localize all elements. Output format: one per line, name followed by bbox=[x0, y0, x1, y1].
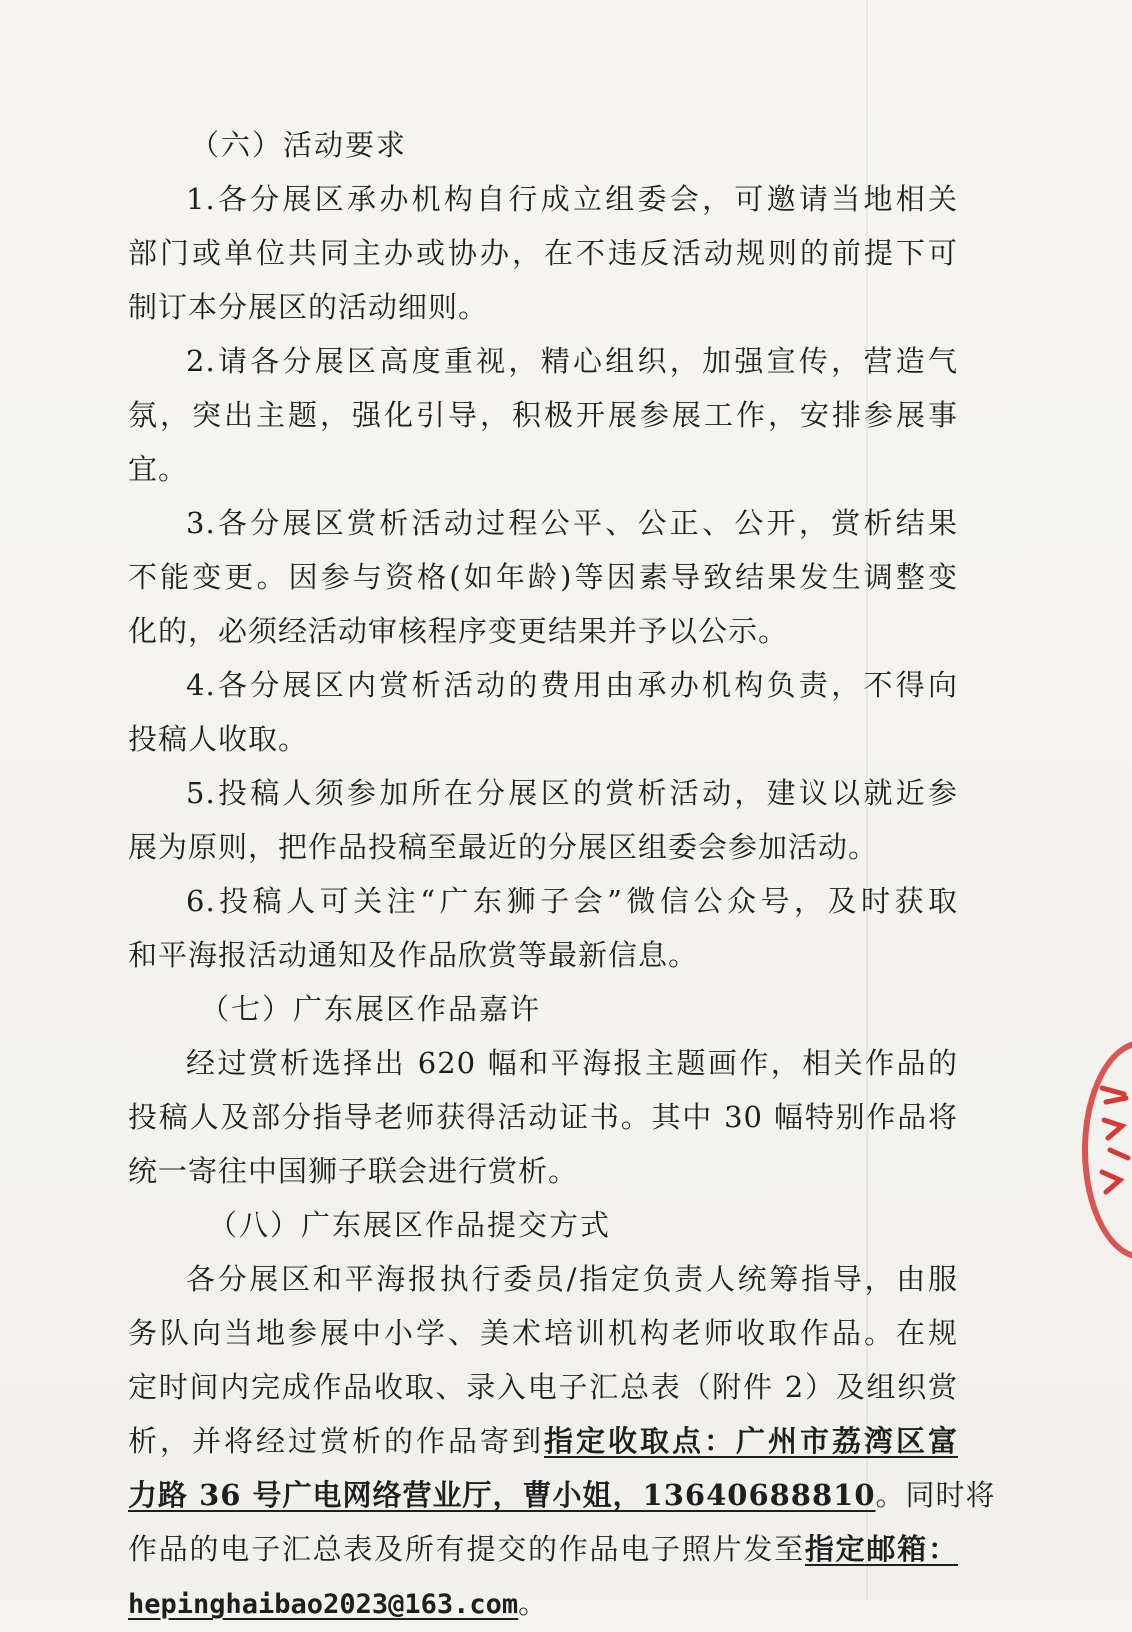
section-6-item-5 bbox=[128, 766, 958, 874]
paragraph-line: 制订本分展区的活动细则。 bbox=[128, 290, 489, 324]
collection-point-address: 指定收取点：广州市荔湾区富 bbox=[543, 1424, 958, 1458]
paragraph-line: 不能变更。因参与资格(如年龄)等因素导致结果发生调整变 bbox=[128, 560, 958, 594]
paragraph-line bbox=[128, 1414, 958, 1468]
paragraph-line: 6.投稿人可关注“广东狮子会”微信公众号，及时获取 bbox=[186, 884, 958, 918]
text-segment: 析，并将经过赏析的作品寄到 bbox=[128, 1424, 544, 1458]
paragraph-line: 定时间内完成作品收取、录入电子汇总表（附件 2）及组织赏 bbox=[128, 1370, 958, 1404]
section-6-item-2 bbox=[128, 334, 958, 496]
text-segment: 。同时将 bbox=[875, 1478, 996, 1512]
paragraph-line: 和平海报活动通知及作品欣赏等最新信息。 bbox=[128, 938, 699, 972]
designated-email-label: 指定邮箱： bbox=[804, 1532, 958, 1566]
paragraph-line: 宜。 bbox=[128, 452, 189, 486]
paragraph-line: 投稿人收取。 bbox=[128, 722, 309, 756]
paragraph-line: 1.各分展区承办机构自行成立组委会，可邀请当地相关 bbox=[186, 182, 958, 216]
paragraph-line: 氛，突出主题，强化引导，积极开展参展工作，安排参展事 bbox=[128, 398, 958, 432]
paragraph-line: 投稿人及部分指导老师获得活动证书。其中 30 幅特别作品将 bbox=[128, 1100, 958, 1134]
section-8-heading: （八）广东展区作品提交方式 bbox=[208, 1208, 612, 1242]
paragraph-line: 展为原则，把作品投稿至最近的分展区组委会参加活动。 bbox=[128, 830, 879, 864]
paragraph-line bbox=[128, 1468, 996, 1522]
section-6-heading: （六）活动要求 bbox=[190, 128, 408, 162]
paragraph-line: 各分展区和平海报执行委员/指定负责人统筹指导，由服 bbox=[186, 1262, 958, 1296]
section-6-item-4 bbox=[128, 658, 958, 766]
paragraph-line bbox=[128, 1576, 958, 1630]
paragraph-line: 化的，必须经活动审核程序变更结果并予以公示。 bbox=[128, 614, 789, 648]
section-6-item-3 bbox=[128, 496, 958, 658]
paragraph-line: 经过赏析选择出 620 幅和平海报主题画作，相关作品的 bbox=[186, 1046, 958, 1080]
text-segment: 。 bbox=[518, 1586, 549, 1620]
text-segment: 作品的电子汇总表及所有提交的作品电子照片发至 bbox=[128, 1532, 805, 1566]
paragraph-line: 5.投稿人须参加所在分展区的赏析活动，建议以就近参 bbox=[186, 776, 958, 810]
section-6-item-6 bbox=[128, 874, 958, 982]
paragraph-line: 4.各分展区内赏析活动的费用由承办机构负责，不得向 bbox=[186, 668, 958, 702]
section-7-paragraph bbox=[128, 1036, 958, 1198]
seal-fragment-icon bbox=[1098, 1080, 1132, 1200]
paragraph-line: 部门或单位共同主办或协办，在不违反活动规则的前提下可 bbox=[128, 236, 958, 270]
paragraph-line: 3.各分展区赏析活动过程公平、公正、公开，赏析结果 bbox=[186, 506, 958, 540]
paragraph-line: 务队向当地参展中小学、美术培训机构老师收取作品。在规 bbox=[128, 1316, 958, 1350]
collection-point-contact: 力路 36 号广电网络营业厅，曹小姐，13640688810 bbox=[128, 1478, 876, 1512]
paragraph-line bbox=[128, 1522, 958, 1576]
designated-email-address: hepinghaibao2023@163.com bbox=[128, 1589, 519, 1620]
document-body bbox=[128, 118, 996, 1630]
section-8-paragraph bbox=[128, 1252, 996, 1630]
paragraph-line: 2.请各分展区高度重视，精心组织，加强宣传，营造气 bbox=[186, 344, 958, 378]
paragraph-line: 统一寄往中国狮子联会进行赏析。 bbox=[128, 1154, 579, 1188]
section-6-item-1 bbox=[128, 172, 958, 334]
section-7-heading: （七）广东展区作品嘉许 bbox=[200, 992, 542, 1026]
